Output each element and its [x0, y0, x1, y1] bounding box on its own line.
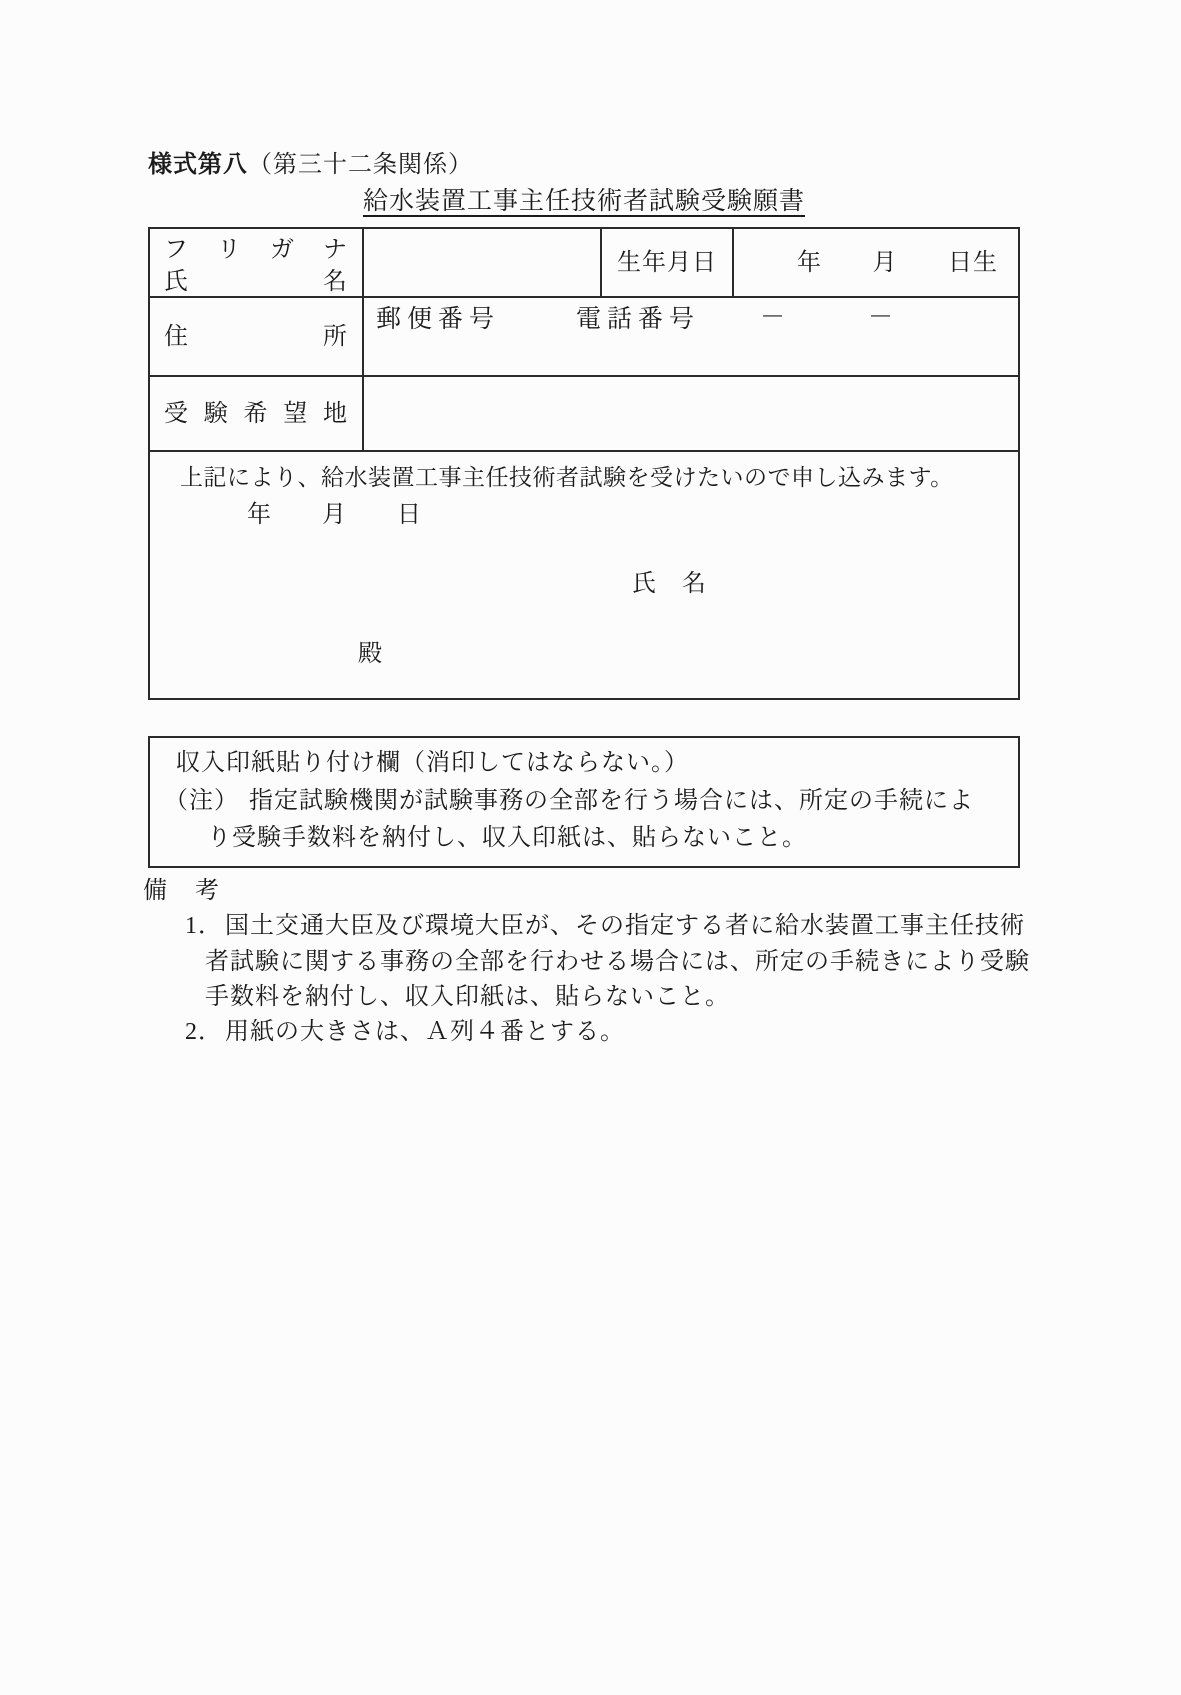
remarks-item-1-line1: 国土交通大臣及び環境大臣が、その指定する者に給水装置工事主任技術	[225, 913, 1025, 939]
declaration-date-placeholder: 年 月 日	[247, 502, 422, 528]
remarks-item-1-line2: 者試験に関する事務の全部を行わせる場合には、所定の手続きにより受験	[205, 949, 1030, 975]
birthdate-label: 生年月日	[617, 249, 717, 276]
exam-location-entry-cell	[364, 377, 1020, 452]
furigana-label: フ リ ガ ナ	[164, 237, 348, 263]
birth-year-label: 年	[797, 249, 822, 276]
remarks-item-1	[185, 911, 1025, 941]
remarks-item-1-line3: 手数料を納付し、収入印紙は、貼らないこと。	[205, 984, 730, 1010]
birthdate-entry-cell	[734, 229, 1020, 298]
document-title-row	[148, 181, 1020, 217]
exam-location-label-cell	[150, 377, 364, 452]
birth-day-label: 日生	[948, 249, 998, 276]
remarks-item-2-text: 用紙の大きさは、Ａ列４番とする。	[225, 1019, 625, 1045]
address-label-cell	[150, 298, 364, 377]
stamp-note-line2: り受験手数料を納付し、収入印紙は、貼らないこと。	[207, 825, 807, 851]
name-label-cell	[150, 229, 364, 298]
stamp-box-note	[164, 786, 974, 816]
remarks-item-2-number: 2．	[185, 1019, 223, 1045]
phone-dash: －	[760, 304, 787, 331]
declaration-cell	[150, 452, 1018, 698]
birth-month-label: 月	[872, 249, 898, 276]
form-number-paren: （第三十二条関係）	[248, 152, 473, 178]
stamp-note-label: （注）	[164, 788, 239, 814]
revenue-stamp-box	[148, 736, 1020, 868]
remarks-item-1-number: 1．	[185, 913, 223, 939]
exam-location-label: 受 験 希 望 地	[164, 400, 348, 427]
form-number-main: 様式第八	[148, 152, 248, 178]
application-form-table	[148, 227, 1020, 700]
name-label: 氏 名	[164, 269, 348, 295]
form-number	[148, 150, 473, 180]
remarks-heading: 備 考	[143, 878, 221, 904]
declaration-addressee-suffix: 殿	[358, 641, 383, 667]
address-entry-cell	[364, 298, 1020, 377]
declaration-statement: 上記により、給水装置工事主任技術者試験を受けたいので申し込みます。	[180, 465, 954, 490]
address-label: 住 所	[164, 323, 348, 350]
phone-label: 電話番号	[576, 306, 701, 333]
birthdate-label-cell	[602, 229, 734, 298]
name-entry-cell	[364, 229, 602, 298]
document-title: 給水装置工事主任技術者試験受験願書	[362, 188, 805, 215]
stamp-note-line1: 指定試験機関が試験事務の全部を行う場合には、所定の手続によ	[249, 788, 974, 814]
phone-dash: －	[868, 304, 895, 331]
declaration-name-placeholder: 氏 名	[632, 571, 707, 597]
postal-code-label: 郵便番号	[376, 306, 501, 333]
remarks-item-2	[185, 1017, 625, 1047]
stamp-box-title: 収入印紙貼り付け欄（消印してはならない。）	[176, 750, 689, 776]
